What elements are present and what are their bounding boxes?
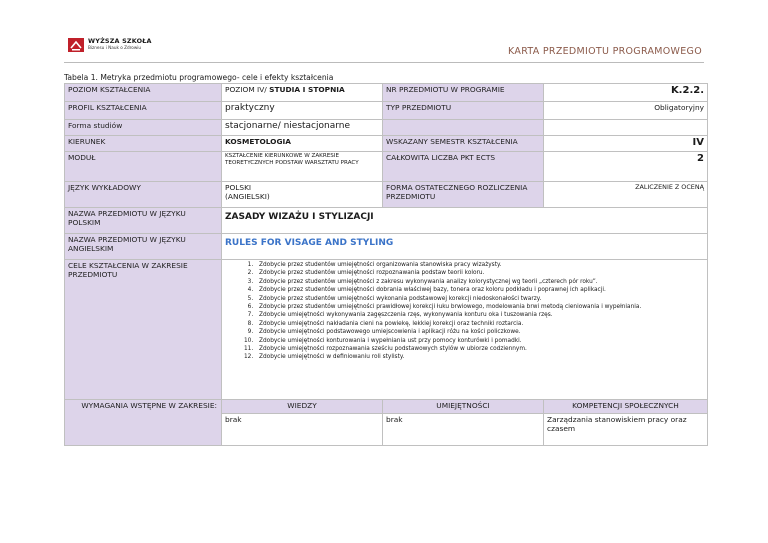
goal-item: 6. Zdobycie przez studentów umiejętności prawidłowej korekcji łuku brwiowego, modelowania brwi metodą cieniowania i wypełniania. <box>255 303 704 311</box>
nazwa-pl-value: ZASADY WIZAŻU I STYLIZACJI <box>222 208 708 234</box>
goal-item: 2. Zdobycie przez studentów umiejętności rozpoznawania podstaw teorii koloru. <box>255 269 704 277</box>
goal-item: 5. Zdobycie przez studentów umiejętności wykonania podstawowej korekcji niedoskonałości twarzy. <box>255 295 704 303</box>
logo-name: WYŻSZA SZKOŁA <box>88 37 152 45</box>
goal-item: 4. Zdobycie przez studentów umiejętności dobrania właściwej bazy, tonera oraz koloru podkładu i poprawnej ich aplikacji. <box>255 286 704 294</box>
typ-label: TYP PRZEDMIOTU <box>383 102 544 120</box>
table-row <box>65 400 708 414</box>
table-row <box>65 208 708 234</box>
requirements-label: WYMAGANIA WSTĘPNE W ZAKRESIE: <box>65 400 222 446</box>
goal-item: 3. Zdobycie przez studentów umiejętności z zakresu wykonywania analizy kolorystycznej wg teorii „czterech pór roku”. <box>255 278 704 286</box>
modul-label: MODUŁ <box>65 152 222 182</box>
jezyk-value <box>222 182 383 208</box>
nazwa-en-label: NAZWA PRZEDMIOTU W JĘZYKU ANGIELSKIM <box>65 234 222 260</box>
zaliczenie-value: ZALICZENIE Z OCENĄ <box>544 182 708 208</box>
table-row <box>65 234 708 260</box>
forma-label: Forma studiów <box>65 120 222 136</box>
table-row <box>65 84 708 102</box>
poziom-label: POZIOM KSZTAŁCENIA <box>65 84 222 102</box>
requirements-col-umiejetnosci: UMIEJĘTNOŚCI <box>383 400 544 414</box>
ects-value: 2 <box>544 152 708 182</box>
nazwa-pl-label: NAZWA PRZEDMIOTU W JĘZYKU POLSKIM <box>65 208 222 234</box>
zaliczenie-label: FORMA OSTATECZNEGO ROZLICZENIA PRZEDMIOTU <box>383 182 544 208</box>
goal-item: 8. Zdobycie umiejętności nakładania cieni na powiekę, lekkiej korekcji oraz techniki roztarcia. <box>255 320 704 328</box>
logo-subtitle: Biznesu i Nauk o Zdrowiu <box>88 45 142 50</box>
goal-item: 10. Zdobycie umiejętności konturowania i wypełniania ust przy pomocy konturówki i pomadki. <box>255 337 704 345</box>
requirements-col-wiedzy: WIEDZY <box>222 400 383 414</box>
school-logo <box>68 36 152 56</box>
requirements-wiedzy-value: brak <box>222 414 383 446</box>
requirements-col-kompetencje: KOMPETENCJI SPOŁECZNYCH <box>544 400 708 414</box>
table-row <box>65 260 708 400</box>
profil-value: praktyczny <box>222 102 383 120</box>
goal-item: 11. Zdobycie umiejętności rozpoznawania sześciu podstawowych stylów w ubiorze codziennym. <box>255 345 704 353</box>
forma-spacer-value <box>544 120 708 136</box>
cele-label: CELE KSZTAŁCENIA W ZAKRESIE PRZEDMIOTU <box>65 260 222 400</box>
table-row <box>65 102 708 120</box>
school-logo-icon <box>68 36 84 54</box>
nazwa-en-value: RULES FOR VISAGE AND STYLING <box>222 234 708 260</box>
forma-value: stacjonarne/ niestacjonarne <box>222 120 383 136</box>
goals-list <box>225 261 704 362</box>
modul-value: KSZTAŁCENIE KIERUNKOWE W ZAKRESIE TEORETYCZNYCH PODSTAW WARSZTATU PRACY <box>222 152 383 182</box>
goals-cell <box>222 260 708 400</box>
table-row <box>65 136 708 152</box>
course-metrics-table <box>64 83 708 446</box>
table-row <box>65 120 708 136</box>
table-row <box>65 152 708 182</box>
poziom-value-prefix: POZIOM IV/ <box>225 85 270 94</box>
jezyk-label: JĘZYK WYKŁADOWY <box>65 182 222 208</box>
profil-label: PROFIL KSZTAŁCENIA <box>65 102 222 120</box>
jezyk-value-primary: POLSKI <box>225 183 252 192</box>
goal-item: 12. Zdobycie umiejętności w definiowaniu roli stylisty. <box>255 353 704 361</box>
table-caption: Tabela 1. Metryka przedmiotu programowego- cele i efekty kształcenia <box>64 73 334 82</box>
requirements-umiejetnosci-value: brak <box>383 414 544 446</box>
semestr-value: IV <box>544 136 708 152</box>
kierunek-value: KOSMETOLOGIA <box>222 136 383 152</box>
goal-item: 9. Zdobycie umiejętności podstawowego umiejscowienia i aplikacji różu na kości policzkowe. <box>255 328 704 336</box>
kierunek-label: KIERUNEK <box>65 136 222 152</box>
requirements-kompetencje-value: Zarządzania stanowiskiem pracy oraz czasem <box>544 414 708 446</box>
poziom-value-bold: STUDIA I STOPNIA <box>269 85 345 94</box>
table-row <box>65 182 708 208</box>
goal-item: 7. Zdobycie umiejętności wykonywania zagęszczenia rzęs, wykonywania konturu oka i tuszowania rzęs. <box>255 311 704 319</box>
nr-value: K.2.2. <box>544 84 708 102</box>
forma-spacer <box>383 120 544 136</box>
typ-value: Obligatoryjny <box>544 102 708 120</box>
document-title: KARTA PRZEDMIOTU PROGRAMOWEGO <box>508 46 702 57</box>
goal-item: 1. Zdobycie przez studentów umiejętności organizowania stanowiska pracy wizażysty. <box>255 261 704 269</box>
semestr-label: WSKAZANY SEMESTR KSZTAŁCENIA <box>383 136 544 152</box>
header-divider <box>64 62 704 63</box>
nr-label: NR PRZEDMIOTU W PROGRAMIE <box>383 84 544 102</box>
ects-label: CAŁKOWITA LICZBA PKT ECTS <box>383 152 544 182</box>
poziom-value <box>222 84 383 102</box>
jezyk-value-secondary: (ANGIELSKI) <box>225 192 270 202</box>
